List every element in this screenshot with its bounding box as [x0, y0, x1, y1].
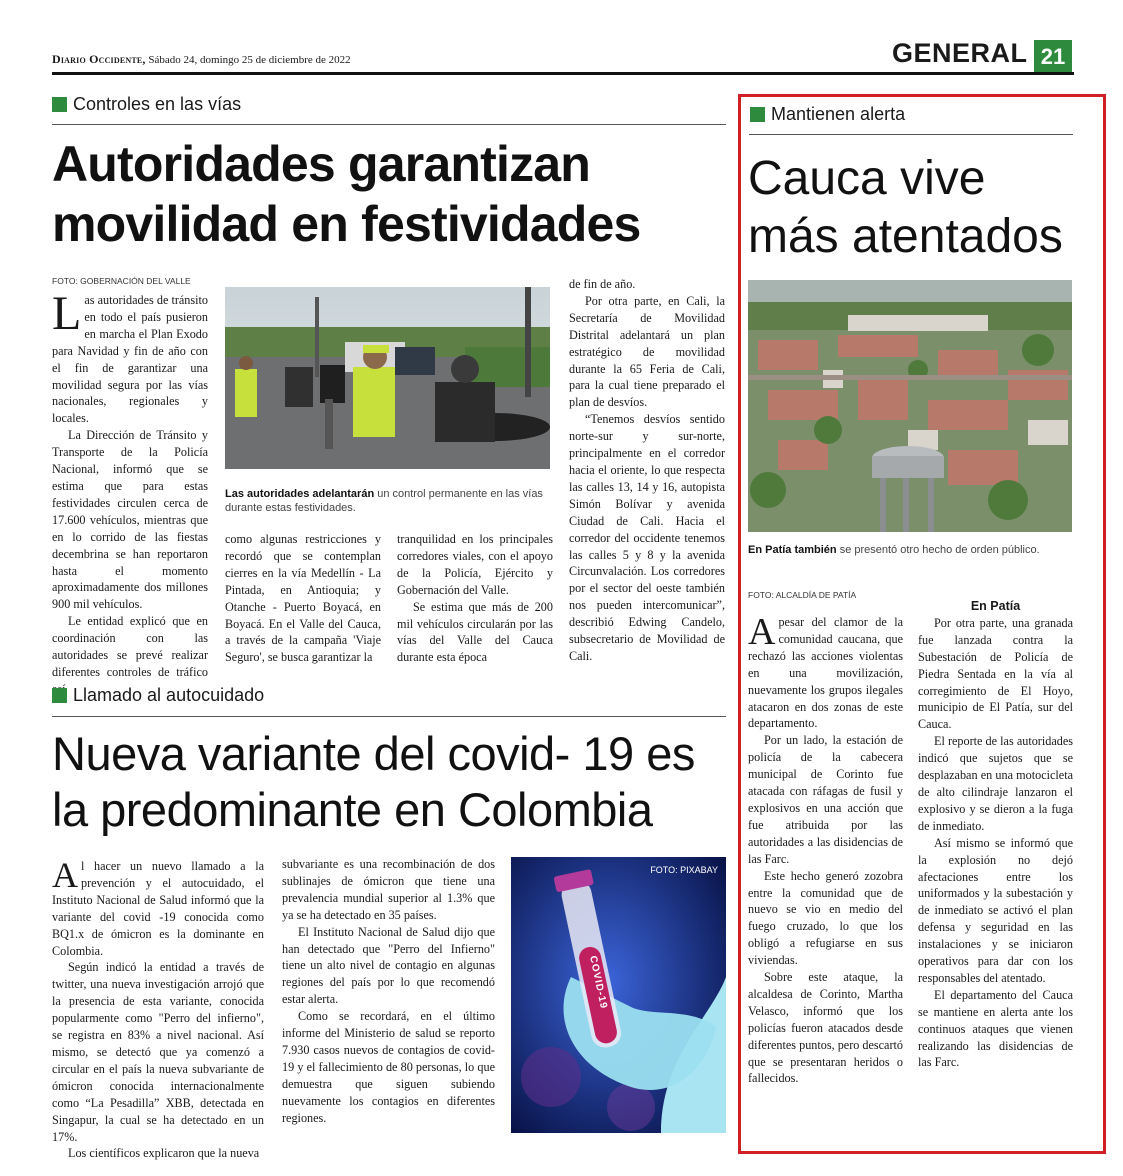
kicker-square-icon [52, 688, 67, 703]
article1-photo [225, 287, 550, 469]
article1-kicker-text: Controles en las vías [73, 94, 242, 114]
kicker-square-icon [750, 107, 765, 122]
paragraph: Por otra parte, en Cali, la Secretaría de Movilidad Distrital adelantará un plan estratégico de movilidad durante la 65 Feria de Cali, para la cual tiene preparado el plan de desvíos. [569, 293, 725, 410]
article2-kicker-text: Llamado al autocuidado [73, 685, 265, 705]
article3-headline-line1: Cauca vive [748, 152, 986, 205]
article1-photo-credit: FOTO: GOBERNACIÓN DEL VALLE [52, 276, 191, 286]
article1-column-2 [225, 531, 381, 666]
paragraph: Por otra parte, una granada fue lanzada contra la Subestación de Policía de Piedra Sentada en la vía al corregimiento de El Hoyo, municipio de El Patía, sur del Cauca. [918, 615, 1073, 732]
article3-headline [748, 150, 1078, 266]
issue-date: Sábado 24, domingo 25 de diciembre de 2022 [148, 54, 351, 66]
caption-lead: En Patía también [748, 544, 837, 556]
paragraph: pesar del clamor de la comunidad caucana, que rechazó las acciones violentas en una movilización, nuevamente los grupos ilegales atacaron en dos zonas de este departamento. [748, 615, 903, 731]
article3-photo-credit: FOTO: ALCALDÍA DE PATÍA [748, 590, 857, 600]
paragraph: as autoridades de tránsito en todo el país pusieron en marcha el Plan Exodo para Navidad y fin de año con el fin de garantizar una movilidad segura por las vías nacionales, regionales y locales. [52, 293, 208, 426]
covid-test-tube-photo-icon [511, 857, 726, 1133]
article1-headline-line2: movilidad en festividades [52, 196, 641, 252]
page-number: 21 [1034, 40, 1072, 73]
article1-column-4 [569, 276, 725, 665]
masthead-line [52, 52, 351, 67]
dropcap: A [748, 611, 776, 653]
paragraph: tranquilidad en los principales corredores viales, con el apoyo de la Policía, Ejército y Gobernación del Valle. [397, 532, 553, 597]
caption-lead: Las autoridades adelantarán [225, 488, 375, 500]
top-rule [52, 72, 1074, 75]
article1-headline-line1: Autoridades garantizan [52, 136, 591, 192]
paragraph: El Instituto Nacional de Salud dijo que han detectado que "Perro del Infierno" tiene un alto nivel de contagio en algunas regiones del país por lo que recomendó estar alerta. [282, 924, 495, 1007]
caption-text: se presentó otro hecho de orden público. [836, 544, 1040, 556]
paragraph: Como se recordará, en el último informe del Ministerio de salud se reporto 7.930 casos nuevos de contagios de covid-19 y el fallecimiento de 80 personas, lo que demuestra que siguen subiendo nuevamente los contagios en diferentes regiones. [282, 1009, 495, 1125]
article1-headline [52, 134, 732, 254]
article3-column-1 [748, 611, 903, 1087]
paper-name: Diario Occidente, [52, 52, 146, 66]
article2-column-2 [282, 856, 495, 1127]
dropcap: A [52, 855, 78, 895]
article3-column-2 [918, 598, 1073, 1071]
article3-caption [748, 543, 1072, 557]
paragraph: Por un lado, la estación de policía de la cabecera municipal de Corinto fue atacada con ráfagas de fusil y explosivos en una acción que fue atribuida por las autoridades a las disidencias de las Farc. [748, 733, 903, 866]
paragraph: El departamento del Cauca se mantiene en alerta ante los continuos ataques que vienen realizando las disidencias de las Farc. [918, 987, 1073, 1070]
traffic-police-photo-icon [225, 287, 550, 469]
paragraph: El reporte de las autoridades indicó que sujetos que se desplazaban en una motocicleta de alto cilindraje lanzaron el explosivo y se dieron a la fuga de inmediato. [918, 734, 1073, 833]
paragraph: La Dirección de Tránsito y Transporte de la Policía Nacional, informó que se estima que para estas festividades circulen cerca de 17.600 vehículos, mientras que en lo corrido de las fiestas decembrina se han reportaron hasta el momento aproximadamente dos millones 900 mil vehículos. [52, 428, 208, 612]
divider [52, 716, 726, 717]
article1-column-1 [52, 287, 208, 679]
section-title: GENERAL [892, 38, 1028, 68]
article3-photo [748, 280, 1072, 532]
caption-text: un control permanente en las vías durante estas festividades. [225, 488, 543, 514]
paragraph: “Tenemos desvíos sentido norte-sur y sur-norte, principalmente en el corredor hacia el oriente, lo que respecta las calles 13, 14 y 16, autopista Simón Bolívar y avenida Ciudad de Cali. Hacia el corredor del occidente tenemos las calles 5 y 8 y la avenida Circunvalación. Los corredores por el sector del oeste también nos pueden intercomunicar”, describió Edwing Candelo, subsecretario de Movilidad de Cali. [569, 412, 725, 663]
dropcap: L [52, 287, 82, 340]
article2-headline [52, 726, 732, 838]
divider [52, 124, 726, 125]
article2-photo [511, 857, 726, 1133]
tube-label: COVID-19 [587, 954, 610, 1011]
paragraph: Se estima que más de 200 mil vehículos circularán por las vías del Valle del Cauca durante esta época [397, 599, 553, 665]
paragraph: Así mismo se informó que la explosión no dejó afectaciones entre los uniformados y la subestación y de inmediato se activó el plan defensa y seguridad en las instalaciones y se iniciaron operativos para dar con los responsables del atentado. [918, 835, 1073, 985]
article2-headline-line1: Nueva variante del covid- 19 es [52, 727, 695, 780]
paragraph: Este hecho generó zozobra entre la comunidad que de nuevo se vio en medio del fuego cruzado, lo que los obligó a refugiarse en sus viviendas. [748, 868, 903, 968]
article1-column-3 [397, 531, 553, 666]
paragraph: Según indicó la entidad a través de twitter, una nueva investigación arrojó que la presencia de esta variante, conocida popularmente como "Perro del infierno", se registra en 83% a nivel nacional. Así mismo, se detectó que ya comenzó a circular en el país la nueva subvariante de ómicron conocida internacionalmente como “La Pesadilla” XBB, detectada en Singapur, la cual se ha detectado en un 17%. [52, 960, 264, 1144]
kicker-square-icon [52, 97, 67, 112]
article2-column-1 [52, 855, 264, 1162]
divider [749, 134, 1073, 135]
article3-subhead: En Patía [970, 599, 1021, 613]
article2-headline-line2: la predominante en Colombia [52, 783, 653, 836]
article3-headline-line2: más atentados [748, 210, 1063, 263]
article2-kicker [52, 685, 264, 706]
aerial-town-photo-icon [748, 280, 1072, 532]
paragraph: como algunas restricciones y recordó que se contemplan cierres en la vía Medellín - La Pintada, en Antioquia; y Otanche - Puerto Boyacá, en Boyacá. En el Valle del Cauca, a través de la campaña 'Viaje Seguro', se busca garantizar la [225, 532, 381, 665]
paragraph: de fin de año. [569, 277, 636, 291]
article1-caption [225, 487, 550, 515]
article2-photo-credit: FOTO: PIXABAY [650, 865, 718, 875]
article3-kicker-text: Mantienen alerta [771, 104, 906, 124]
article1-kicker [52, 94, 241, 115]
article3-kicker [750, 104, 905, 125]
paragraph: Sobre este ataque, la alcaldesa de Corinto, Martha Velasco, informó que los policías fueron atacados desde diferentes puntos, pero descartó que se presentaran heridos o fallecidos. [748, 970, 903, 1086]
paragraph: l hacer un nuevo llamado a la prevención y el autocuidado, el Instituto Nacional de Salud informó que la variante del covid -19 conocida como BQ1.x de ómicron es la dominante en Colombia. [52, 859, 264, 958]
paragraph: Le entidad explicó que en coordinación con las autoridades se prevé realizar diferentes controles de tráfico [52, 614, 208, 679]
paragraph: subvariante es una recombinación de dos sublinajes de ómicron que tiene una prevalencia mundial superior al 1.3% que ya se ha detectado en 35 países. [282, 857, 495, 922]
paragraph: Los científicos explicaron que la nueva [68, 1146, 260, 1161]
